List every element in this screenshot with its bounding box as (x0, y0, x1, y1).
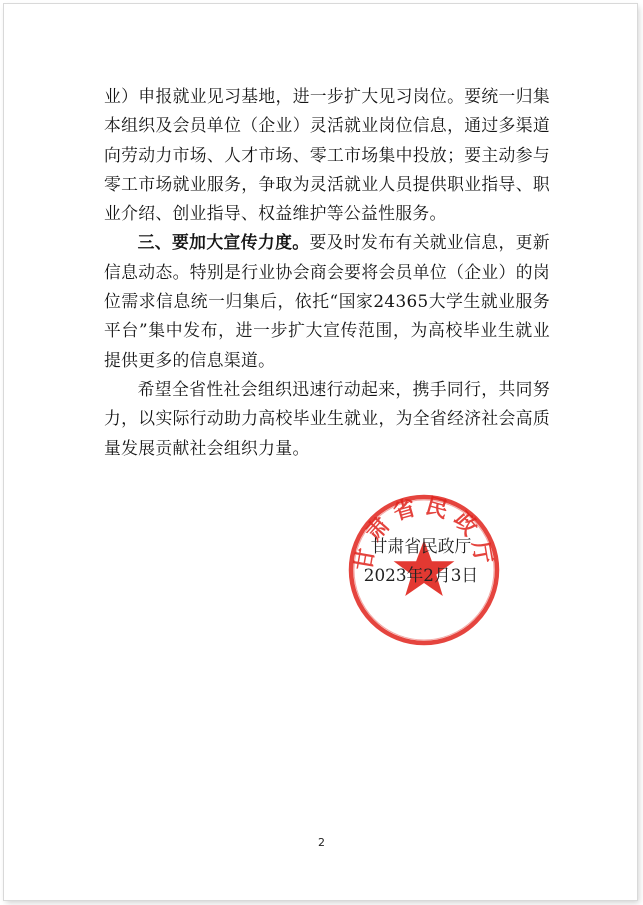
section-3-body: 要及时发布有关就业信息，更新信息动态。特别是行业协会商会要将会员单位（企业）的岗位需求信息统一归集后，依托“国家24365大学生就业服务平台”集中发布，进一步扩大宣传范围，为高校毕业生就业提供更多的信息渠道。 (104, 232, 550, 370)
closing-paragraph: 希望全省性社会组织迅速行动起来，携手同行，共同努力，以实际行动助力高校毕业生就业，为全省经济社会高质量发展贡献社会组织力量。 (104, 378, 550, 458)
svg-text:甘肃省民政厅: 甘肃省民政厅 (351, 493, 497, 573)
signature-block (356, 532, 486, 590)
paragraph-1: 业）申报就业见习基地，进一步扩大见习岗位。要统一归集本组织及会员单位（企业）灵活就业岗位信息，通过多渠道向劳动力市场、人才市场、零工市场集中投放；要主动参与零工市场就业服务，争取为灵活就业人员提供职业指导、职业介绍、创业指导、权益维护等公益性服务。 (104, 86, 550, 224)
document-body (104, 82, 550, 463)
signature-organization: 甘肃省民政厅 (370, 536, 472, 556)
signature-date: 2023年2月3日 (363, 565, 479, 585)
page-number: 2 (318, 836, 325, 849)
section-3-paragraph (104, 228, 550, 374)
section-3-heading: 三、要加大宣传力度。 (137, 232, 310, 253)
